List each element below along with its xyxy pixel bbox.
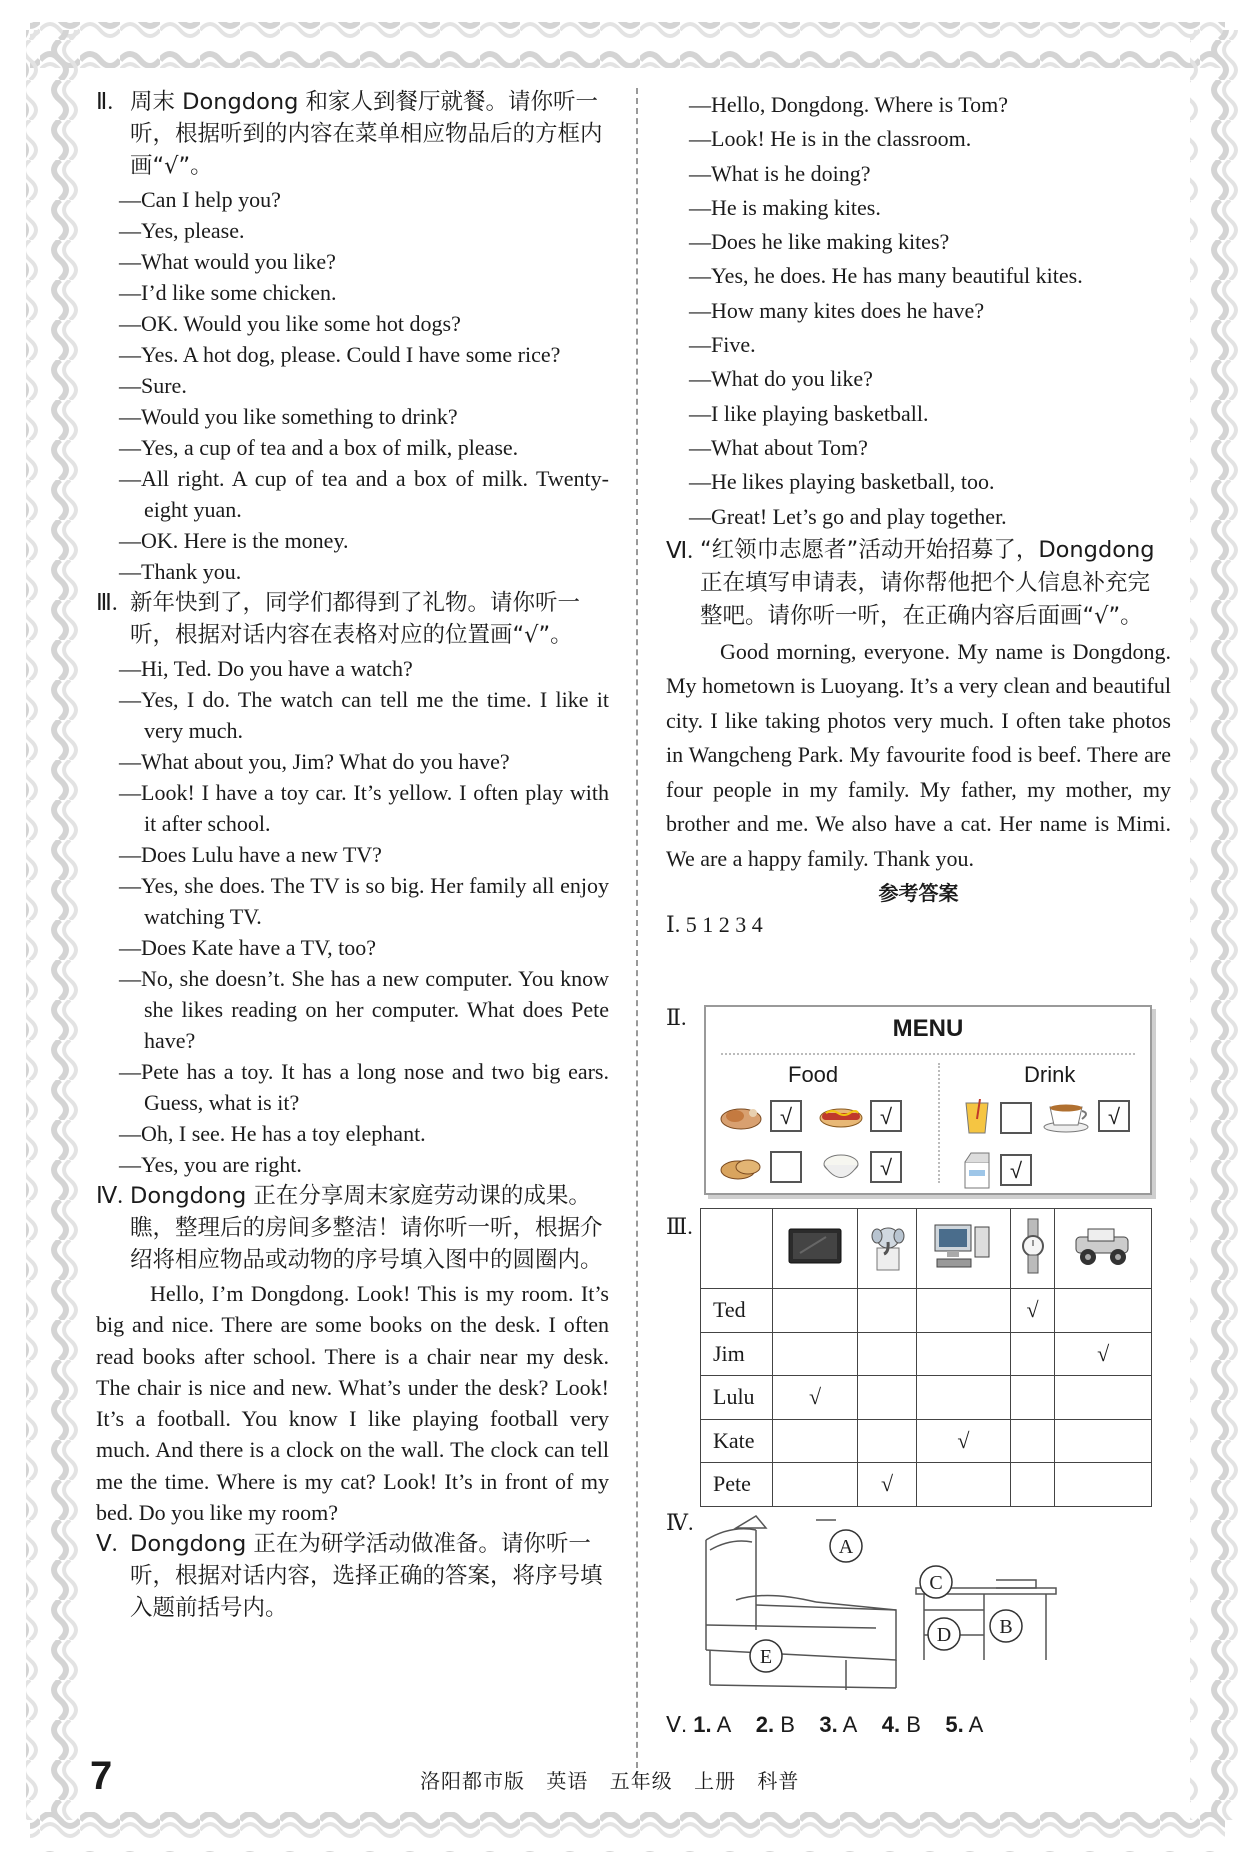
- bedroom-icon: [696, 1510, 1116, 1710]
- table-header-row: [701, 1209, 1152, 1289]
- drink-label: Drink: [1024, 1062, 1076, 1087]
- answer-5-item-number: 1.: [693, 1712, 712, 1737]
- table-cell: [858, 1289, 917, 1333]
- dialogue-line: —All right. A cup of tea and a box of milk. Twenty-eight yuan.: [119, 466, 609, 522]
- table-cell: [917, 1376, 1011, 1420]
- section-2-dialogue: [96, 184, 609, 587]
- table-corner: [701, 1209, 773, 1289]
- toy-car-header: [1055, 1209, 1152, 1289]
- answer-4-number: Ⅳ.: [666, 1510, 694, 1535]
- dialogue-line: —How many kites does he have?: [689, 297, 985, 323]
- answer-4-room: [666, 1510, 1176, 1710]
- toy-elephant-icon: [867, 1218, 907, 1274]
- answer-5-number: Ⅴ.: [666, 1712, 688, 1737]
- menu-item-bread: [718, 1150, 802, 1184]
- checkbox-tea: √: [1098, 1100, 1130, 1132]
- section-5-heading: Ⅴ. Dongdong 正在为研学活动做准备。请你听一听，根据对话内容，选择正确的答案，将序号填入题前括号内。: [96, 1531, 603, 1622]
- dialogue-line: —What would you like?: [119, 249, 336, 274]
- table-cell: [858, 1332, 917, 1376]
- section-2-heading: Ⅱ. 周末 Dongdong 和家人到餐厅就餐。请你听一听，根据听到的内容在菜单相应物品后的方框内画“√”。: [96, 89, 603, 179]
- table-cell: [773, 1332, 858, 1376]
- answer-5-item-number: 2.: [755, 1712, 775, 1737]
- table-cell: [1055, 1419, 1152, 1463]
- menu-card: [704, 1005, 1152, 1195]
- dialogue-line: —What do you like?: [689, 366, 873, 392]
- gift-table: [700, 1208, 1152, 1507]
- watch-header: [1010, 1209, 1055, 1289]
- table-cell: √: [917, 1419, 1011, 1463]
- dialogue-line: —Yes, a cup of tea and a box of milk, please.: [119, 435, 519, 460]
- table-cell: [1010, 1463, 1055, 1507]
- dialogue-line: —He is making kites.: [689, 194, 881, 220]
- section-6-heading: Ⅵ. “红领巾志愿者”活动开始招募了，Dongdong 正在填写申请表，请你帮他把个人信息补充完整吧。请你听一听，在正确内容后面画“√”。: [666, 536, 1155, 629]
- answer-1: Ⅰ. 5 1 2 3 4: [666, 912, 763, 938]
- section-4-passage: Hello, I’m Dongdong. Look! This is my room. It’s big and nice. There are some books on the desk. I often read books after school. There is a chair near my desk. The chair is nice and new. What’s under the desk? Look! It’s a football. You know I like playing football very much. And there is a clock on the wall. The clock can tell me the time. Where is my cat? Look! It’s in front of my bed. Do you like my room?: [96, 1281, 609, 1526]
- answer-key-title: 参考答案: [878, 881, 959, 906]
- row-name: Pete: [701, 1463, 773, 1507]
- chicken-icon: [718, 1099, 764, 1133]
- section-4-heading: Ⅳ. Dongdong 正在分享周末家庭劳动课的成果。瞧，整理后的房间多整洁！请你听一听，根据介绍将相应物品或动物的序号填入图中的圆圈内。: [96, 1183, 603, 1273]
- menu-item-juice: [960, 1099, 1032, 1137]
- room-label-d: D: [936, 1624, 952, 1646]
- table-cell: √: [1010, 1289, 1055, 1333]
- answer-5-item-value: A: [842, 1712, 858, 1737]
- table-cell: [1010, 1376, 1055, 1420]
- table-cell: [773, 1419, 858, 1463]
- dialogue-line: —Pete has a toy. It has a long nose and two big ears. Guess, what is it?: [119, 1059, 609, 1115]
- checkbox-bread: [770, 1151, 802, 1183]
- table-cell: [1010, 1419, 1055, 1463]
- dialogue-line: —I’d like some chicken.: [119, 280, 337, 305]
- dialogue-line: —OK. Here is the money.: [119, 528, 349, 553]
- dialogue-line: —Hi, Ted. Do you have a watch?: [119, 656, 413, 681]
- table-cell: √: [1055, 1332, 1152, 1376]
- milk-box-icon: [960, 1150, 994, 1190]
- table-cell: [858, 1419, 917, 1463]
- dialogue-line: —Can I help you?: [119, 187, 281, 212]
- menu-item-hot-dog: [818, 1099, 902, 1133]
- table-row: [701, 1419, 1152, 1463]
- answer-5-item-number: 3.: [819, 1712, 838, 1737]
- answer-5-item-value: B: [780, 1712, 795, 1737]
- dialogue-line: —Five.: [689, 332, 756, 358]
- menu-column-divider: [938, 1063, 940, 1183]
- dialogue-line: —Does Lulu have a new TV?: [119, 842, 382, 867]
- dialogue-line: —Look! I have a toy car. It’s yellow. I often play with it after school.: [119, 780, 609, 836]
- room-label-c: C: [929, 1572, 943, 1594]
- checkbox-chicken: √: [770, 1100, 802, 1132]
- section-3-heading: Ⅲ. 新年快到了，同学们都得到了礼物。请你听一听，根据对话内容在表格对应的位置画“√”。: [96, 590, 581, 648]
- answer-2-number: Ⅱ.: [666, 1005, 687, 1030]
- table-cell: √: [773, 1376, 858, 1420]
- row-name: Kate: [701, 1419, 773, 1463]
- dialogue-line: —Yes, she does. The TV is so big. Her family all enjoy watching TV.: [119, 873, 609, 929]
- dialogue-line: —Hello, Dongdong. Where is Tom?: [689, 92, 1009, 117]
- table-cell: [1055, 1376, 1152, 1420]
- answer-5-item-value: A: [716, 1712, 732, 1737]
- watch-icon: [1018, 1217, 1048, 1275]
- section-3-dialogue: [96, 653, 609, 1180]
- tv-icon: [786, 1223, 844, 1269]
- table-cell: [917, 1332, 1011, 1376]
- checkbox-juice: [1000, 1102, 1032, 1134]
- dialogue-line: —Sure.: [119, 373, 187, 398]
- dialogue-line: —Look! He is in the classroom.: [689, 126, 972, 152]
- dialogue-line: —Yes, please.: [119, 218, 245, 243]
- dialogue-line: —Would you like something to drink?: [119, 404, 458, 429]
- table-cell: [773, 1289, 858, 1333]
- table-cell: [1055, 1289, 1152, 1333]
- column-divider: [636, 88, 638, 1788]
- toy-elephant-header: [858, 1209, 917, 1289]
- room-label-b: B: [999, 1616, 1013, 1638]
- checkbox-rice: √: [870, 1151, 902, 1183]
- answer-5-item-number: 5.: [945, 1712, 964, 1737]
- left-column: [96, 86, 609, 1626]
- dialogue-line: —What about Tom?: [689, 434, 868, 460]
- dialogue-line: —Thank you.: [119, 559, 242, 584]
- answer-5: [666, 1712, 983, 1738]
- bread-icon: [718, 1150, 764, 1184]
- rice-bowl-icon: [818, 1150, 864, 1184]
- dialogue-line: —Yes, he does. He has many beautiful kites.: [689, 263, 1083, 289]
- dialogue-line: —Yes. A hot dog, please. Could I have some rice?: [119, 342, 561, 367]
- row-name: Jim: [701, 1332, 773, 1376]
- answer-5-item-value: A: [968, 1712, 984, 1737]
- table-row: [701, 1463, 1152, 1507]
- menu-item-tea: [1042, 1099, 1130, 1133]
- table-cell: [1010, 1332, 1055, 1376]
- page-footer: 洛阳都市版 英语 五年级 上册 科普: [420, 1769, 800, 1793]
- computer-header: [917, 1209, 1011, 1289]
- food-label: Food: [788, 1062, 839, 1087]
- room-label-a: A: [838, 1536, 854, 1558]
- dialogue-line: —Does Kate have a TV, too?: [119, 935, 377, 960]
- tea-cup-icon: [1042, 1099, 1092, 1133]
- computer-icon: [931, 1221, 995, 1271]
- toy-car-icon: [1070, 1223, 1136, 1269]
- dialogue-line: —OK. Would you like some hot dogs?: [119, 311, 461, 336]
- dialogue-line: —Great! Let’s go and play together.: [689, 503, 1007, 529]
- table-cell: [773, 1463, 858, 1507]
- dialogue-line: —Yes, I do. The watch can tell me the time. I like it very much.: [119, 687, 609, 743]
- checkbox-hot-dog: √: [870, 1100, 902, 1132]
- row-name: Lulu: [701, 1376, 773, 1420]
- menu-item-rice: [818, 1150, 902, 1184]
- section-6-passage: Good morning, everyone. My name is Dongdong. My hometown is Luoyang. It’s a very clean and beautiful city. I like taking photos very much. I often take photos in Wangcheng Park. My favourite food is beef. There are four people in my family. My father, my mother, my brother and me. We also have a cat. Her name is Mimi. We are a happy family. Thank you.: [666, 638, 1171, 871]
- dialogue-line: —No, she doesn’t. She has a new computer. You know she likes reading on her computer. What does Pete have?: [119, 966, 609, 1053]
- dialogue-line: —What about you, Jim? What do you have?: [119, 749, 510, 774]
- table-cell: √: [858, 1463, 917, 1507]
- dialogue-line: —Oh, I see. He has a toy elephant.: [119, 1121, 426, 1146]
- checkbox-milk: √: [1000, 1154, 1032, 1186]
- juice-glass-icon: [960, 1099, 994, 1137]
- row-name: Ted: [701, 1289, 773, 1333]
- dialogue-line: —I like playing basketball.: [689, 400, 929, 426]
- section-5-dialogue: [666, 88, 1171, 534]
- table-cell: [858, 1376, 917, 1420]
- page-number: 7: [90, 1754, 113, 1798]
- room-label-e: E: [759, 1646, 773, 1668]
- answer-5-item-value: B: [906, 1712, 921, 1737]
- menu-title: MENU: [892, 1015, 964, 1042]
- dialogue-line: —Does he like making kites?: [689, 229, 950, 255]
- tv-header: [773, 1209, 858, 1289]
- table-row: [701, 1332, 1152, 1376]
- answer-5-item-number: 4.: [881, 1712, 901, 1737]
- menu-item-milk: [960, 1150, 1032, 1190]
- answer-2-menu: [666, 1005, 1176, 1205]
- dialogue-line: —What is he doing?: [689, 160, 871, 186]
- table-cell: [1055, 1463, 1152, 1507]
- menu-divider: [721, 1053, 1135, 1055]
- menu-item-chicken: [718, 1099, 802, 1133]
- dialogue-line: —He likes playing basketball, too.: [689, 469, 995, 495]
- table-row: [701, 1376, 1152, 1420]
- table-row: [701, 1289, 1152, 1333]
- dialogue-line: —Yes, you are right.: [119, 1152, 302, 1177]
- right-column: [666, 88, 1171, 940]
- table-cell: [917, 1463, 1011, 1507]
- table-cell: [917, 1289, 1011, 1333]
- hot-dog-icon: [818, 1099, 864, 1133]
- answer-3-number: Ⅲ.: [666, 1214, 693, 1239]
